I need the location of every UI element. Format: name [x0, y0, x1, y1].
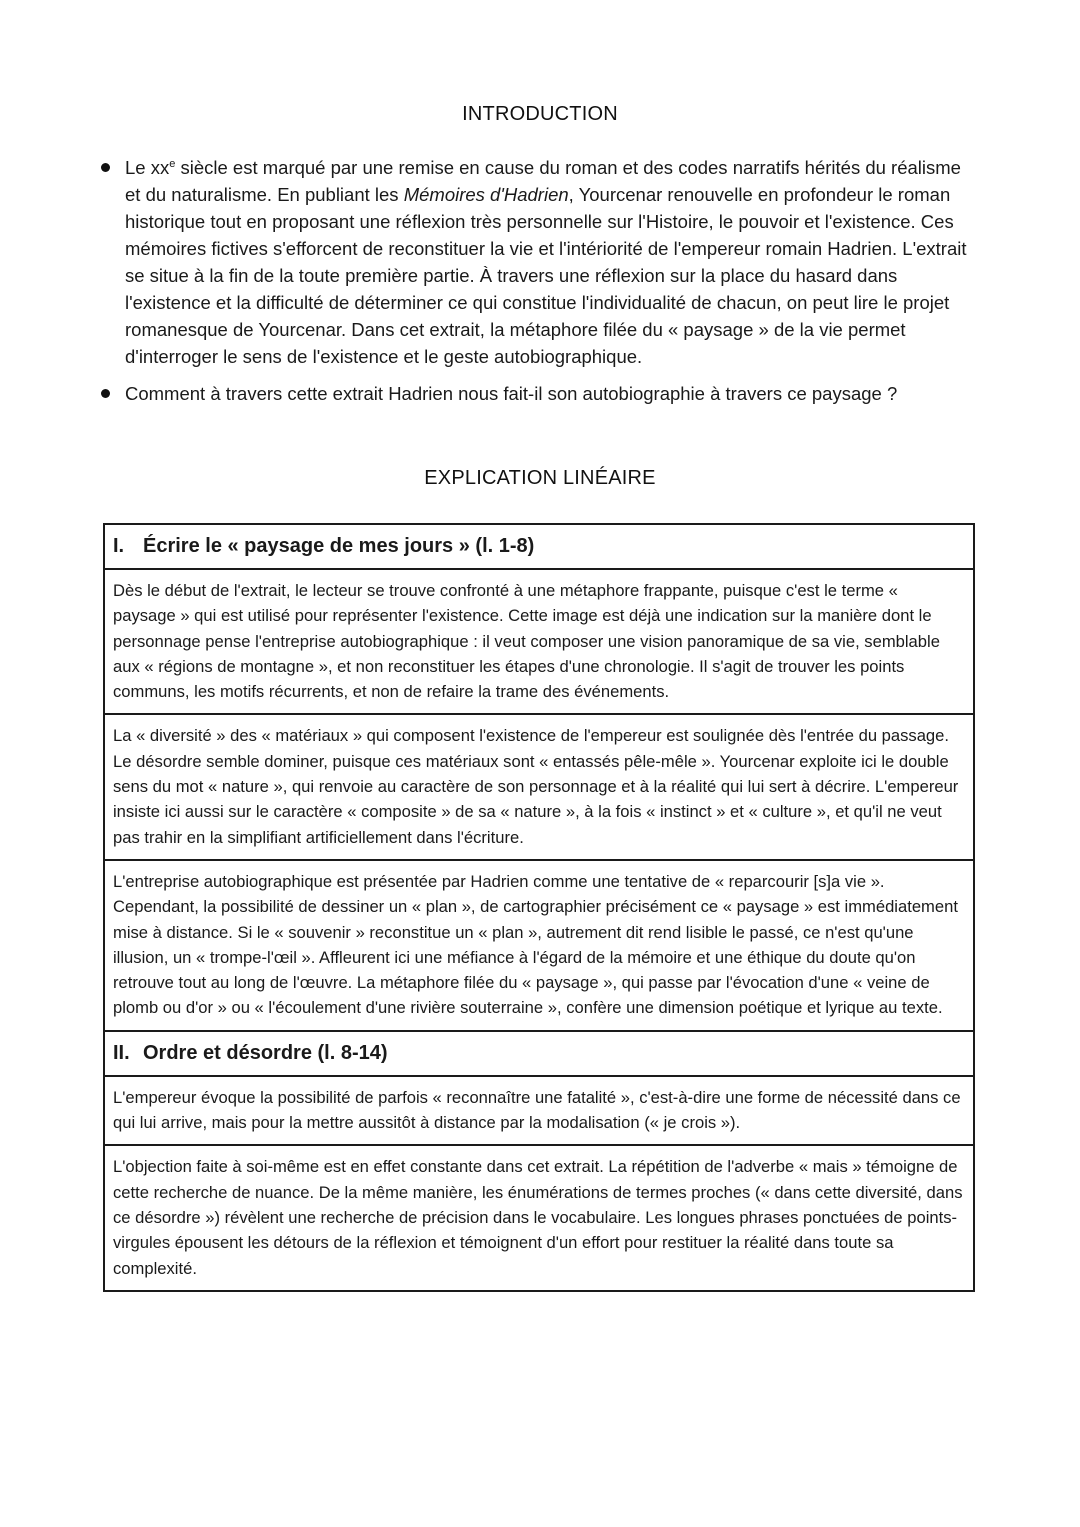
bullet-icon [101, 163, 110, 172]
problematic-question: Comment à travers cette extrait Hadrien nous fait-il son autobiographie à travers ce paysage ? [125, 383, 898, 404]
book-title: Mémoires d'Hadrien [403, 184, 569, 205]
explication-heading: EXPLICATION LINÉAIRE [424, 467, 656, 489]
bullet-icon [101, 389, 110, 398]
section-number: II. [113, 1041, 130, 1064]
explication-table [103, 523, 975, 1292]
section-2-paragraph-1: L'empereur évoque la possibilité de parfois « reconnaître une fatalité », c'est-à-dire une forme de nécessité dans ce qui lui arrive, mais pour la mettre aussitôt à distance par la modalisation (« je crois »). [105, 1075, 973, 1145]
section-2-title [105, 1030, 973, 1075]
introduction-bullet-list [98, 154, 978, 407]
section-number: I. [113, 535, 125, 557]
bullet-text-start: Le xx [125, 157, 170, 178]
bullet-text-middle: siècle est marqué par une remise en cause du roman et des codes narratifs hérités du réalisme et du naturalisme. En publiant les [125, 157, 961, 205]
bullet-text-end: , Yourcenar renouvelle en profondeur le roman historique tout en proposant une réflexion très personnelle sur l'Histoire, le pouvoir et l'existence. Ces mémoires fictives s'efforcent de reconstituer la vie et l'intériorité de l'empereur romain Hadrien. L'extrait se situe à la fin de la toute première partie. À travers une réflexion sur la place du hasard dans l'existence et la difficulté de déterminer ce qui constitue l'individualité de chacun, on peut lire le projet romanesque de Yourcenar. Dans cet extrait, la métaphore filée du « paysage » de la vie permet d'interroger le sens de l'existence et le geste autobiographique. [125, 184, 967, 367]
century-superscript: e [169, 157, 176, 170]
section-2-paragraph-2: L'objection faite à soi-même est en effet constante dans cet extrait. La répétition de l'adverbe « mais » témoigne de cette recherche de nuance. De la même manière, les énumérations de termes proches (« dans cette diversité, dans ce désordre ») révèlent une recherche de précision dans le vocabulaire. Les longues phrases ponctuées de points-virgules épousent les détours de la réflexion et témoignent d'un effort pour restituer la réalité dans toute sa complexité. [105, 1144, 973, 1289]
section-1-paragraph-1: Dès le début de l'extrait, le lecteur se trouve confronté à une métaphore frappante, puisque c'est le terme « paysage » qui est utilisé pour représenter l'existence. Cette image est déjà une indication sur la manière dont le personnage pense l'entreprise autobiographique : il veut composer une vision panoramique de sa vie, semblable aux « régions de montagne », et non reconstituer les étapes d'une chronologie. Il s'agit de trouver les points communs, les motifs récurrents, et non de refaire la trame des événements. [105, 568, 973, 713]
section-1-paragraph-3: L'entreprise autobiographique est présentée par Hadrien comme une tentative de « reparcourir [s]a vie ». Cependant, la possibilité de dessiner un « plan », de cartographier précisément ce « paysage » est immédiatement mise à distance. Si le « souvenir » reconstitue un « plan », autrement dit rend lisible le passé, ce n'est qu'une illusion, un « trompe-l'œil ». Affleurent ici une méfiance à l'égard de la mémoire et une éthique du doute qu'on retrouve tout au long de l'œuvre. La métaphore filée du « paysage », qui passe par l'évocation d'une « veine de plomb ou d'or » ou « l'écoulement d'une rivière souterraine », confère une dimension poétique et lyrique au texte. [105, 859, 973, 1030]
section-1-paragraph-2: La « diversité » des « matériaux » qui composent l'existence de l'empereur est soulignée dès l'entrée du passage. Le désordre semble dominer, puisque ces matériaux sont « entassés pêle-mêle ». Yourcenar exploite ici le double sens du mot « nature », qui renvoie au caractère de son personnage et à la réalité qui lui sert à décrire. L'empereur insiste ici aussi sur le caractère « composite » de sa « nature », à la fois « instinct » et « culture », et qu'il ne veut pas trahir en la simplifiant artificiellement dans l'écriture. [105, 713, 973, 858]
section-title-text: Ordre et désordre (l. 8-14) [143, 1041, 388, 1064]
introduction-heading: INTRODUCTION [462, 103, 618, 125]
introduction-bullet-question [98, 380, 978, 407]
section-title-text: Écrire le « paysage de mes jours » (l. 1-8) [143, 535, 535, 557]
section-1-title [105, 525, 973, 568]
introduction-bullet-context [98, 154, 978, 370]
